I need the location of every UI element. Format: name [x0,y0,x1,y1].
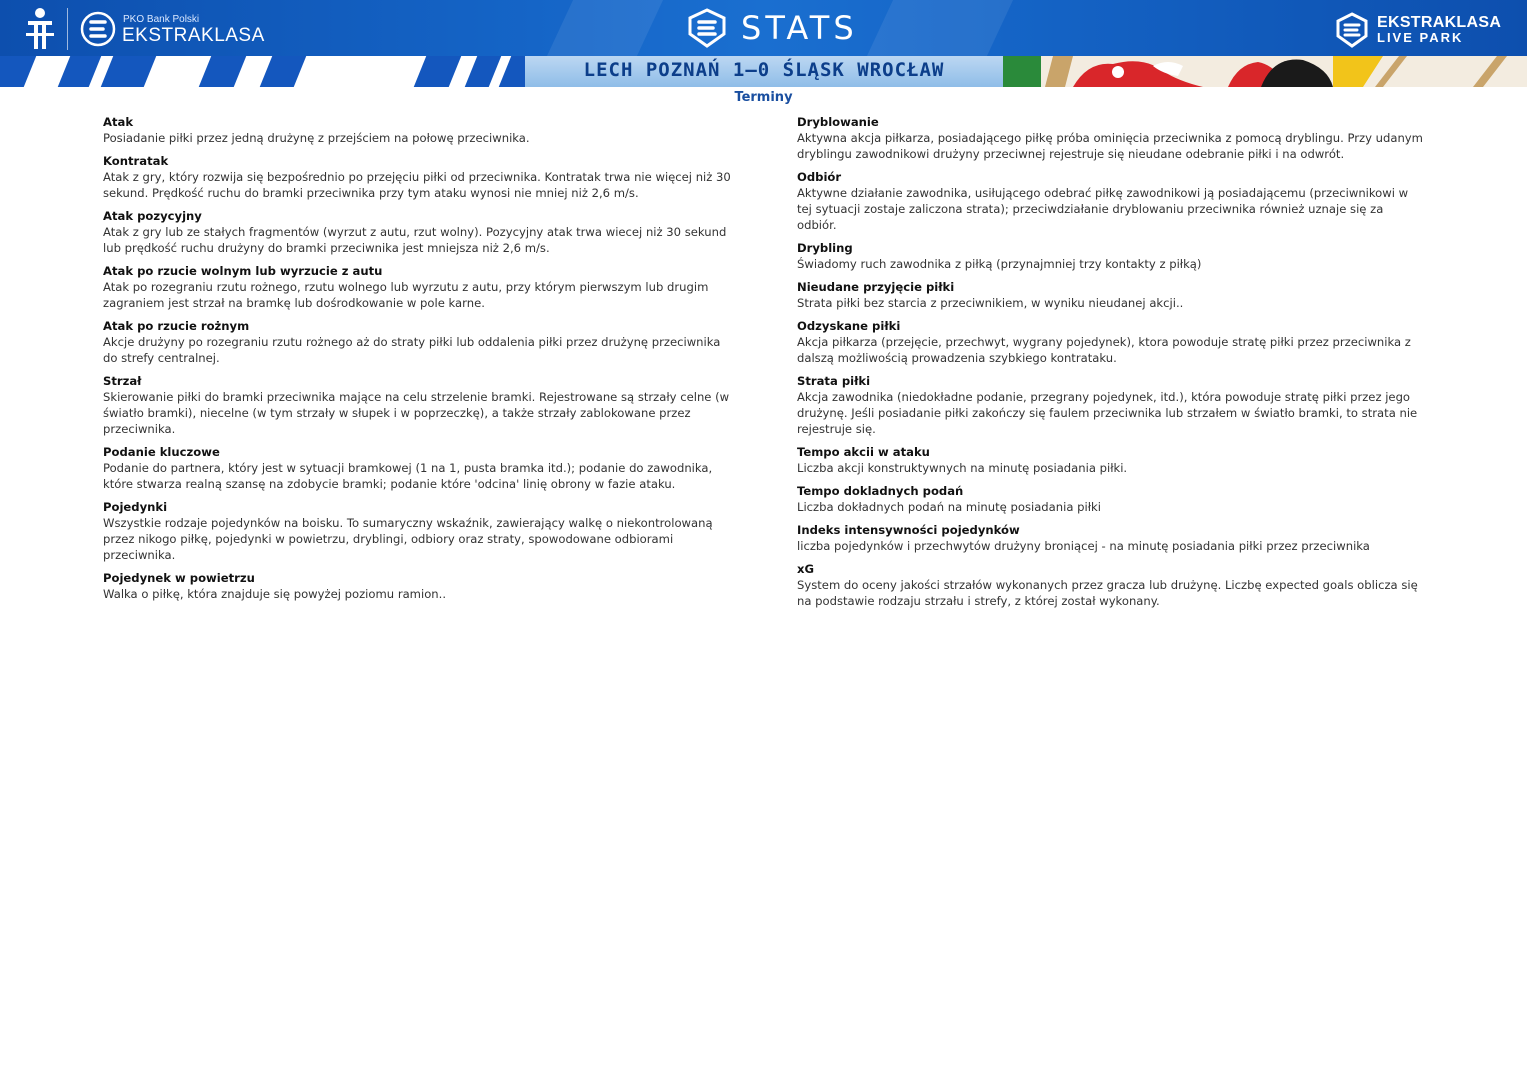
term-entry [797,279,1425,311]
term-name: Atak po rzucie wolnym lub wyrzucie z autu [103,264,383,278]
term-definition: Atak z gry, który rozwija się bezpośrednio po przejęciu piłki od przeciwnika. Kontratak trwa nie więcej niż 30 sekund. Prędkość ruchu do bramki przeciwnika przy tym ataku wynosi nie mniej niż 2,6 m/s. [103,170,731,200]
brand-subtitle: PKO Bank Polski [123,14,200,25]
term-entry [797,169,1425,233]
term-name: Dryblowanie [797,115,879,129]
live-park-brand: EKSTRAKLASA [1377,14,1502,31]
header-divider [67,8,68,50]
term-name: Podanie kluczowe [103,445,220,459]
term-entry [103,114,731,146]
term-name: Indeks intensywności pojedynków [797,523,1020,537]
term-name: Pojedynek w powietrzu [103,571,255,585]
term-name: Nieudane przyjęcie piłki [797,280,955,294]
term-definition: Akcja zawodnika (niedokładne podanie, przegrany pojedynek, itd.), która powoduje stratę piłki przez jego drużynę. Jeśli posiadanie piłki zakończy się faulem przeciwnika lub strzałem w światło bramki, to strata nie rejestruje się. [797,390,1418,436]
pko-bank-logo-icon [22,5,58,51]
term-name: Atak pozycyjny [103,209,202,223]
term-entry [103,263,731,311]
term-entry [103,570,731,602]
term-name: Pojedynki [103,500,168,514]
term-entry [797,561,1425,609]
header-decor-stripe [547,0,663,56]
term-entry [103,499,731,563]
term-definition: Akcja piłkarza (przejęcie, przechwyt, wygrany pojedynek), ktora powoduje stratę piłki przez przeciwnika z dalszą możliwością prowadzenia szybkiego kontrataku. [797,335,1411,365]
header-decor-stripe [867,0,1013,56]
term-entry [797,114,1425,162]
live-park-shield-icon [1335,12,1369,48]
term-definition: Strata piłki bez starcia z przeciwnikiem, w wyniku nieudanej akcji.. [797,296,1184,310]
term-definition: Aktywna akcja piłkarza, posiadającego piłkę próba ominięcia przeciwnika z pomocą dryblingu. Przy udanym dryblingu zawodnikowi drużyny przeciwnej rejestruje się nieudane odebranie piłki i na odwrót. [797,131,1423,161]
live-park-label: LIVE PARK [1377,30,1464,45]
term-name: Atak [103,115,134,129]
term-name: Tempo dokladnych podań [797,484,964,498]
term-name: Odzyskane piłki [797,319,901,333]
term-entry [797,240,1425,272]
term-definition: Atak z gry lub ze stałych fragmentów (wyrzut z autu, rzut wolny). Pozycyjny atak trwa wiecej niż 30 sekund lub prędkość ruchu drużyny do bramki przeciwnika jest mniejsza niż 2,6 m/s. [103,225,727,255]
term-definition: Liczba dokładnych podań na minutę posiadania piłki [797,500,1101,514]
term-definition: Aktywne działanie zawodnika, usiłującego odebrać piłkę zawodnikowi ją posiadającemu (przeciwnikowi w tej sytuacji zostaje zaliczona strata); przeciwdziałanie dryblowaniu przeciwnika również uznaje się za odbiór. [797,186,1409,232]
term-entry [103,318,731,366]
term-entry [103,444,731,492]
term-entry [103,153,731,201]
term-definition: System do oceny jakości strzałów wykonanych przez gracza lub drużynę. Liczbę expected goals oblicza się na podstawie rodzaju strzału i strefy, z której został wykonany. [797,578,1418,608]
term-name: Tempo akcii w ataku [797,445,930,459]
term-entry [797,373,1425,437]
term-entry [103,373,731,437]
term-definition: Posiadanie piłki przez jedną drużynę z przejściem na połowę przeciwnika. [103,131,530,145]
term-name: Kontratak [103,154,169,168]
term-definition: Walka o piłkę, która znajduje się powyżej poziomu ramion.. [103,587,447,601]
stats-title: STATS [741,9,858,47]
term-name: Drybling [797,241,853,255]
stats-shield-icon [686,8,728,48]
away-team-crest-strip [1003,56,1527,87]
term-definition: liczba pojedynków i przechwytów drużyny broniącej - na minutę posiadania piłki przez przeciwnika [797,539,1370,553]
term-entry [103,208,731,256]
terms-column-left [103,114,731,609]
term-definition: Wszystkie rodzaje pojedynków na boisku. To sumaryczny wskaźnik, zawierający walkę o niekontrolowaną przez nikogo piłkę, pojedynki w powietrzu, dryblingi, odbiory oraz straty, spowodowane odbiorami przeciwnika. [103,516,713,562]
term-definition: Akcje drużyny po rozegraniu rzutu rożnego aż do straty piłki lub oddalenia piłki przez drużynę przeciwnika do strefy centralnej. [103,335,721,365]
brand-title: EKSTRAKLASA [122,25,265,46]
term-entry [797,522,1425,554]
term-name: xG [797,562,814,576]
term-entry [797,318,1425,366]
term-definition: Podanie do partnera, który jest w sytuacji bramkowej (1 na 1, pusta bramka itd.); podanie do zawodnika, które stwarza realną szansę na zdobycie bramki; podanie które 'odcina' linię obrony w fazie ataku. [103,461,713,491]
term-name: Strzał [103,374,142,388]
term-definition: Liczba akcji konstruktywnych na minutę posiadania piłki. [797,461,1128,475]
term-definition: Atak po rozegraniu rzutu rożnego, rzutu wolnego lub wyrzutu z autu, przy którym pierwszym lub drugim zagraniem jest strzał na bramkę lub dośrodkowanie w pole karne. [103,280,709,310]
ekstraklasa-logo-icon [80,10,116,48]
term-name: Atak po rzucie rożnym [103,319,250,333]
term-definition: Świadomy ruch zawodnika z piłką (przynajmniej trzy kontakty z piłką) [797,257,1202,271]
term-definition: Skierowanie piłki do bramki przeciwnika mające na celu strzelenie bramki. Rejestrowane są strzały celne (w światło bramki), niecelne (w tym strzały w słupek i w poprzeczkę), a także strzały zablokowane przez przeciwnika. [103,390,730,436]
header-bar [0,0,1527,56]
home-team-crest-strip [0,56,525,87]
term-name: Odbiór [797,170,842,184]
terms-column-right [797,114,1425,616]
term-name: Strata piłki [797,374,871,388]
section-title: Terminy [734,90,793,105]
match-title: LECH POZNAŃ 1–0 ŚLĄSK WROCŁAW [583,59,945,81]
term-entry [797,444,1425,476]
term-entry [797,483,1425,515]
